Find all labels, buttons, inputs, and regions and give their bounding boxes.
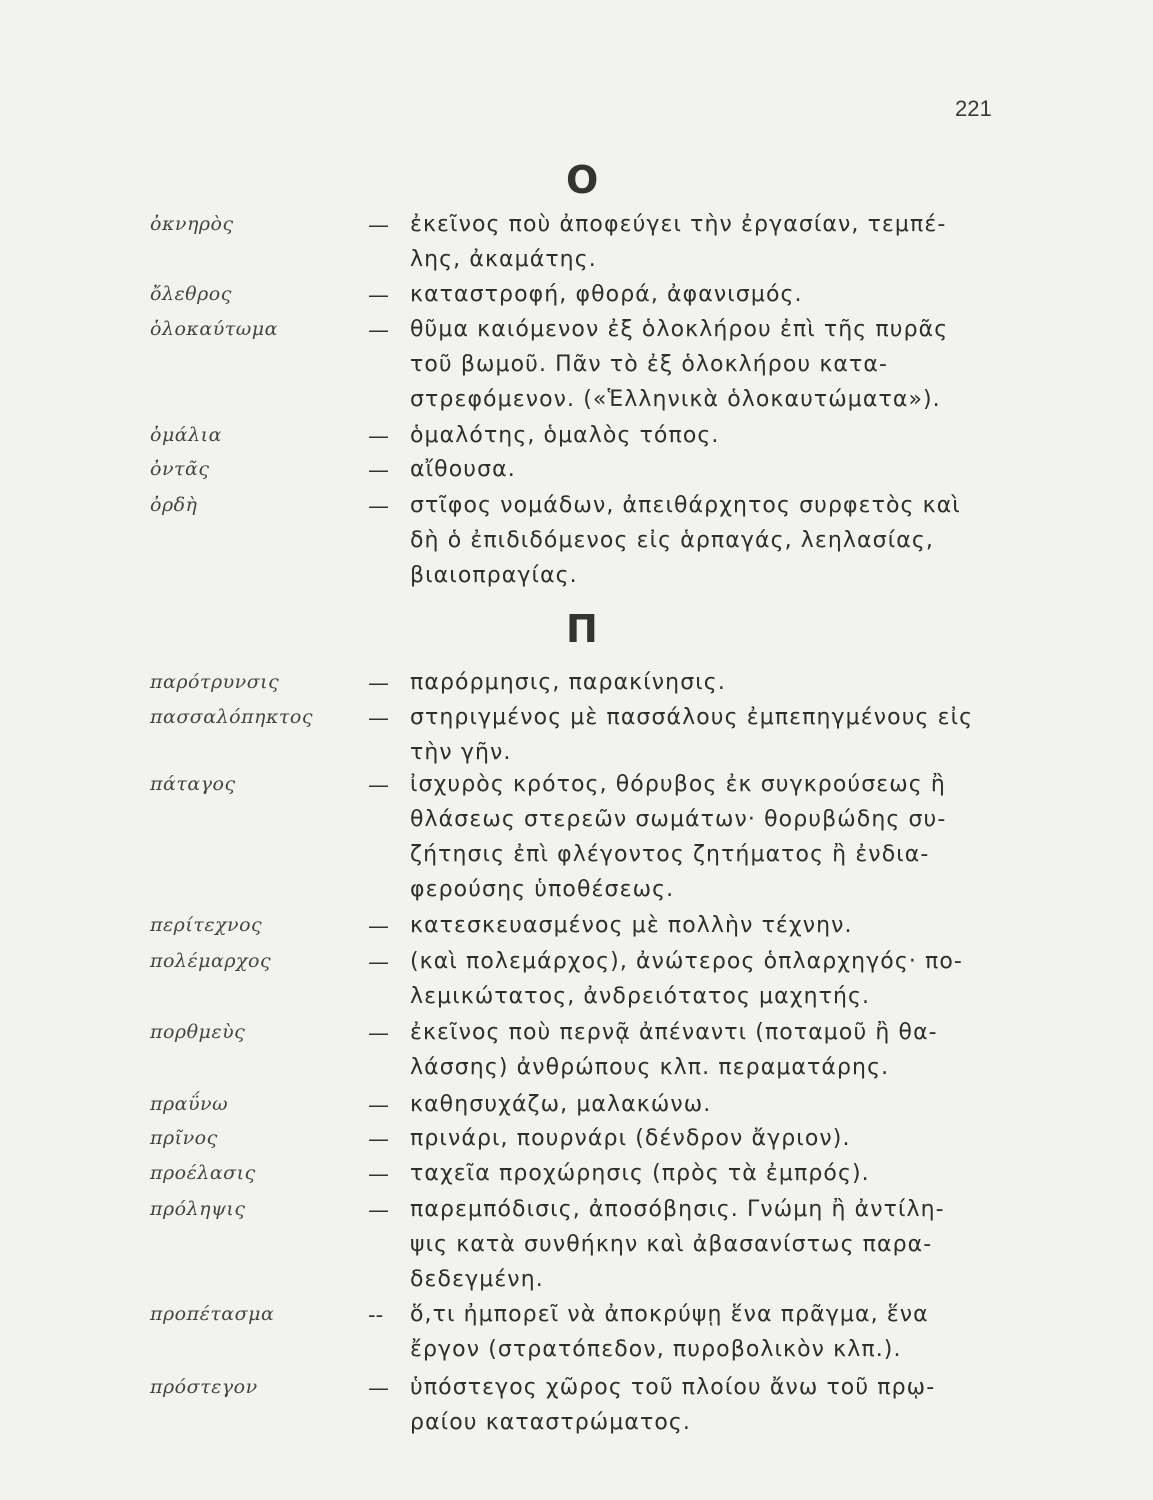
definition-line: παρόρμησις, παρακίνησις. (410, 670, 726, 695)
headword: πολέμαρχος (150, 950, 272, 972)
section-letter-pi: Π (566, 607, 598, 651)
entry-dash: — (368, 914, 389, 938)
entry-dash: — (368, 1127, 389, 1151)
headword: περίτεχνος (150, 914, 263, 936)
definition-line: πρινάρι, πουρνάρι (δένδρον ἄγριον). (410, 1126, 851, 1151)
entry-dash: — (368, 458, 389, 482)
definition-line: ταχεῖα προχώρησις (πρὸς τὰ ἐμπρός). (410, 1161, 870, 1186)
entry-dash: — (368, 950, 389, 974)
definition-line: καταστροφή, φθορά, ἀφανισμός. (410, 282, 803, 307)
headword: πρόστεγον (150, 1376, 258, 1398)
definition-line: φερούσης ὑποθέσεως. (410, 877, 675, 902)
entry-dash: — (368, 706, 389, 730)
entry-dash: — (368, 773, 389, 797)
definition-line: παρεμπόδισις, ἀποσόβησις. Γνώμη ἢ ἀντίλη- (410, 1197, 945, 1222)
headword: πορθμεὺς (150, 1021, 246, 1043)
definition-line: ὁμαλότης, ὁμαλὸς τόπος. (410, 423, 720, 448)
headword: προπέτασμα (150, 1303, 275, 1325)
definition (410, 283, 1030, 312)
headword: ὀρδὴ (150, 494, 198, 516)
definition-line: ἔργον (στρατόπεδον, πυροβολικὸν κλπ.). (410, 1337, 902, 1362)
definition-line: ραίου καταστρώματος. (410, 1410, 691, 1435)
entry-dash: — (368, 213, 389, 237)
definition (410, 1093, 1030, 1122)
definition-line: ὑπόστεγος χῶρος τοῦ πλοίου ἄνω τοῦ πρῳ- (410, 1375, 936, 1400)
headword: ὁμάλια (150, 424, 222, 446)
definition-line: ἐκεῖνος ποὺ ἀποφεύγει τὴν ἐργασίαν, τεμπέ- (410, 212, 947, 237)
entry-dash: — (368, 671, 389, 695)
definition-line: καθησυχάζω, μαλακώνω. (410, 1092, 712, 1117)
entry-dash: -- (368, 1303, 384, 1327)
entry-dash: — (368, 424, 389, 448)
entry-dash: — (368, 1021, 389, 1045)
definition-line: θλάσεως στερεῶν σωμάτων· θορυβώδης συ- (410, 807, 947, 832)
definition-line: λάσσης) ἀνθρώπους κλπ. περαματάρης. (410, 1055, 890, 1080)
definition-line: λης, ἀκαμάτης. (410, 247, 597, 272)
definition-line: θῦμα καιόμενον ἐξ ὁλοκλήρου ἐπὶ τῆς πυρᾶς (410, 317, 949, 342)
definition-line: δεδεγμένη. (410, 1267, 544, 1292)
definition (410, 494, 1030, 593)
entry-dash: — (368, 283, 389, 307)
definition-line: κατεσκευασμένος μὲ πολλὴν τέχνην. (410, 913, 853, 938)
headword: ὀντᾶς (150, 458, 210, 480)
entry-dash: — (368, 1376, 389, 1400)
headword: παρότρυνσις (150, 671, 280, 693)
definition (410, 1127, 1030, 1156)
headword: πρῖνος (150, 1127, 218, 1149)
definition-line: δὴ ὁ ἐπιδιδόμενος εἰς ἁρπαγάς, λεηλασίας, (410, 528, 934, 553)
definition-line: στῖφος νομάδων, ἀπειθάρχητος συρφετὸς καὶ (410, 493, 961, 518)
definition-line: στηριγμένος μὲ πασσάλους ἐμπεπηγμένους εἰς (410, 705, 974, 730)
headword: πασσαλόπηκτος (150, 706, 313, 728)
definition-line: αἴθουσα. (410, 457, 516, 482)
definition (410, 458, 1030, 487)
entry-dash: — (368, 318, 389, 342)
definition (410, 773, 1030, 907)
definition (410, 1162, 1030, 1191)
entry-dash: — (368, 1162, 389, 1186)
headword: προέλασις (150, 1162, 256, 1184)
section-letter-omicron: Ο (566, 158, 599, 202)
definition-line: ψις κατὰ συνθήκην καὶ ἀβασανίστως παρα- (410, 1232, 933, 1257)
headword: πρόληψις (150, 1198, 246, 1220)
entry-dash: — (368, 1093, 389, 1117)
definition (410, 424, 1030, 453)
headword: ὁλοκαύτωμα (150, 318, 278, 340)
definition-line: στρεφόμενον. («Ἑλληνικὰ ὁλοκαυτώματα»). (410, 387, 941, 412)
headword: ὀκνηρὸς (150, 213, 234, 235)
headword: πάταγος (150, 773, 236, 795)
entry-dash: — (368, 1198, 389, 1222)
definition-line: τοῦ βωμοῦ. Πᾶν τὸ ἐξ ὁλοκλήρου κατα- (410, 352, 889, 377)
definition-line: ἰσχυρὸς κρότος, θόρυβος ἐκ συγκρούσεως ἢ (410, 772, 946, 797)
definition-line: ζήτησις ἐπὶ φλέγοντος ζητήματος ἢ ἐνδια- (410, 842, 930, 867)
definition (410, 671, 1030, 700)
entry-dash: — (368, 494, 389, 518)
definition-line: (καὶ πολεμάρχος), ἀνώτερος ὁπλαρχηγός· πο- (410, 949, 963, 974)
definition-line: τὴν γῆν. (410, 740, 512, 765)
headword: πραΰνω (150, 1093, 229, 1115)
headword: ὄλεθρος (150, 283, 232, 305)
definition-line: ὅ,τι ἠμπορεῖ νὰ ἀποκρύψῃ ἕνα πρᾶγμα, ἕνα (410, 1302, 929, 1327)
definition-line: βιαιοπραγίας. (410, 563, 578, 588)
definition (410, 706, 1030, 770)
definition (410, 1021, 1030, 1085)
definition (410, 318, 1030, 417)
definition (410, 1303, 1030, 1367)
definition-line: λεμικώτατος, ἀνδρειότατος μαχητής. (410, 984, 871, 1009)
definition (410, 1376, 1030, 1440)
page-number: 221 (955, 96, 992, 121)
definition (410, 1198, 1030, 1297)
definition (410, 914, 1030, 943)
definition (410, 213, 1030, 277)
definition-line: ἐκεῖνος ποὺ περνᾷ ἀπέναντι (ποταμοῦ ἢ θα- (410, 1020, 938, 1045)
definition (410, 950, 1030, 1014)
